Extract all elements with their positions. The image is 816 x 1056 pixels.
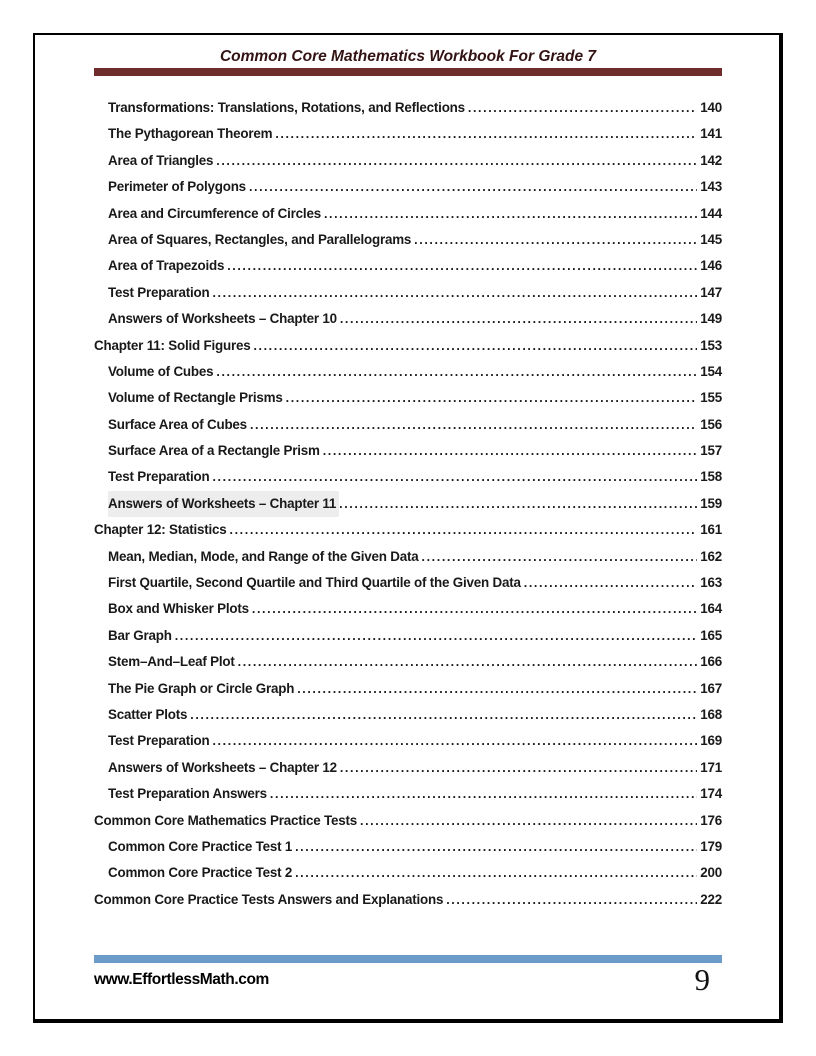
toc-entry — [94, 306, 722, 332]
toc-entry-label: Box and Whisker Plots — [108, 601, 249, 617]
toc-entry — [94, 121, 722, 147]
page-border — [33, 33, 783, 1023]
toc-entry — [94, 491, 722, 517]
dot-leader — [253, 333, 697, 359]
dot-leader — [216, 359, 697, 385]
toc-entry — [94, 464, 722, 490]
dot-leader — [524, 570, 698, 596]
toc-entry-page: 144 — [700, 205, 722, 221]
toc-entry-label: Common Core Mathematics Practice Tests — [94, 812, 358, 828]
toc-entry-page: 140 — [700, 100, 722, 115]
toc-entry — [94, 95, 722, 121]
toc-entry — [94, 544, 722, 570]
toc-entry — [94, 781, 722, 807]
page-footer — [94, 963, 722, 997]
toc-entry-page: 141 — [700, 126, 722, 142]
toc-entry-label: Common Core Practice Test 2 — [108, 865, 293, 881]
dot-leader — [175, 623, 698, 649]
toc-entry-page: 158 — [700, 469, 722, 485]
toc-entry — [94, 201, 722, 227]
dot-leader — [297, 676, 697, 702]
toc-entry-page: 154 — [700, 363, 722, 379]
toc-entry-page: 168 — [700, 706, 722, 722]
toc-entry — [94, 333, 722, 359]
toc-entry-page: 161 — [700, 522, 722, 538]
toc-entry — [94, 887, 722, 913]
toc-entry-label: Test Preparation Answers — [108, 786, 267, 802]
dot-leader — [340, 306, 697, 332]
toc-entry-page: 169 — [700, 733, 722, 749]
toc-entry — [94, 438, 722, 464]
toc-entry-label: Answers of Worksheets – Chapter 11 — [108, 491, 339, 517]
toc-entry — [94, 412, 722, 438]
toc-entry-label: First Quartile, Second Quartile and Third Quartile of the Given Data — [108, 575, 521, 591]
dot-leader — [339, 491, 697, 517]
toc-entry-page: 222 — [700, 891, 722, 907]
dot-leader — [286, 385, 698, 411]
dot-leader — [190, 702, 697, 728]
toc-entry-label: Transformations: Translations, Rotations, and Reflections — [108, 100, 465, 115]
dot-leader — [250, 412, 697, 438]
toc-entry-label: Test Preparation — [108, 469, 210, 485]
dot-leader — [446, 887, 697, 913]
toc-entry-page: 162 — [700, 548, 722, 564]
toc-entry-page: 167 — [700, 680, 722, 696]
dot-leader — [340, 755, 697, 781]
dot-leader — [249, 174, 697, 200]
dot-leader — [422, 544, 698, 570]
toc-entry-label: The Pythagorean Theorem — [108, 126, 273, 142]
toc-entry — [94, 702, 722, 728]
toc-entry — [94, 280, 722, 306]
toc-entry-label: Test Preparation — [108, 733, 210, 749]
toc-entry-page: 153 — [700, 337, 722, 353]
toc-entry — [94, 834, 722, 860]
toc-entry-label: Surface Area of Cubes — [108, 416, 247, 432]
toc-entry-label: Mean, Median, Mode, and Range of the Given Data — [108, 548, 419, 564]
toc-entry-label: Stem–And–Leaf Plot — [108, 654, 235, 670]
toc-entry-label: Common Core Practice Test 1 — [108, 838, 293, 854]
toc-entry-page: 143 — [700, 179, 722, 195]
toc-entry-page: 179 — [700, 838, 722, 854]
toc-entry-label: Area of Trapezoids — [108, 258, 225, 274]
toc-entry-label: Perimeter of Polygons — [108, 179, 246, 195]
toc-entry-label: The Pie Graph or Circle Graph — [108, 680, 295, 696]
toc-entry — [94, 517, 722, 543]
toc-entry-page: 149 — [700, 311, 722, 327]
dot-leader — [324, 201, 697, 227]
toc-entry — [94, 596, 722, 622]
toc-entry-page: 157 — [700, 443, 722, 459]
footer-rule — [94, 955, 722, 963]
toc-entry-page: 156 — [700, 416, 722, 432]
toc-entry-label: Bar Graph — [108, 627, 172, 643]
dot-leader — [270, 781, 697, 807]
toc-entry — [94, 860, 722, 886]
toc-entry-page: 200 — [700, 865, 722, 881]
toc-entry-label: Area and Circumference of Circles — [108, 205, 321, 221]
dot-leader — [252, 596, 697, 622]
toc-entry — [94, 253, 722, 279]
dot-leader — [295, 834, 697, 860]
header-rule — [94, 68, 722, 76]
dot-leader — [360, 808, 697, 834]
toc-entry-page: 155 — [700, 390, 722, 406]
dot-leader — [468, 95, 697, 121]
toc-entry — [94, 808, 722, 834]
toc-entry-page: 176 — [700, 812, 722, 828]
toc-entry-page: 159 — [700, 495, 722, 511]
toc-entry — [94, 148, 722, 174]
toc-entry-page: 163 — [700, 575, 722, 591]
toc-entry-label: Answers of Worksheets – Chapter 12 — [108, 759, 337, 775]
toc-entry-label: Scatter Plots — [108, 706, 188, 722]
dot-leader — [230, 517, 698, 543]
toc-entry-page: 147 — [700, 284, 722, 300]
dot-leader — [212, 280, 697, 306]
toc-entry-label: Common Core Practice Tests Answers and Explanations — [94, 891, 444, 907]
toc-entry-label: Answers of Worksheets – Chapter 10 — [108, 311, 337, 327]
dot-leader — [275, 121, 697, 147]
toc-entry — [94, 728, 722, 754]
toc-entry-page: 164 — [700, 601, 722, 617]
toc-entry-page: 166 — [700, 654, 722, 670]
toc-entry-label: Area of Squares, Rectangles, and Parallelograms — [108, 231, 412, 247]
toc-entry-page: 174 — [700, 786, 722, 802]
toc-entry — [94, 385, 722, 411]
table-of-contents — [94, 95, 722, 913]
page-number: 9 — [694, 962, 710, 997]
toc-entry-label: Surface Area of a Rectangle Prism — [108, 443, 320, 459]
dot-leader — [212, 464, 697, 490]
website-text: www.EffortlessMath.com — [94, 971, 269, 988]
toc-entry — [94, 359, 722, 385]
toc-entry-label: Volume of Cubes — [108, 363, 214, 379]
toc-entry-page: 145 — [700, 231, 722, 247]
toc-entry — [94, 227, 722, 253]
toc-entry-page: 171 — [700, 759, 722, 775]
toc-entry — [94, 676, 722, 702]
toc-entry — [94, 570, 722, 596]
dot-leader — [238, 649, 698, 675]
toc-entry — [94, 755, 722, 781]
toc-entry — [94, 174, 722, 200]
dot-leader — [216, 148, 697, 174]
dot-leader — [212, 728, 697, 754]
toc-entry-label: Test Preparation — [108, 284, 210, 300]
toc-entry — [94, 649, 722, 675]
toc-entry-page: 165 — [700, 627, 722, 643]
toc-entry-label: Chapter 12: Statistics — [94, 522, 227, 538]
toc-entry-label: Area of Triangles — [108, 152, 214, 168]
page-title: Common Core Mathematics Workbook For Grade 7 — [219, 48, 597, 65]
toc-entry-page: 142 — [700, 152, 722, 168]
toc-entry-page: 146 — [700, 258, 722, 274]
dot-leader — [227, 253, 697, 279]
dot-leader — [414, 227, 697, 253]
toc-entry-label: Chapter 11: Solid Figures — [94, 337, 251, 353]
toc-entry — [94, 623, 722, 649]
dot-leader — [295, 860, 697, 886]
dot-leader — [323, 438, 698, 464]
toc-entry-label: Volume of Rectangle Prisms — [108, 390, 283, 406]
